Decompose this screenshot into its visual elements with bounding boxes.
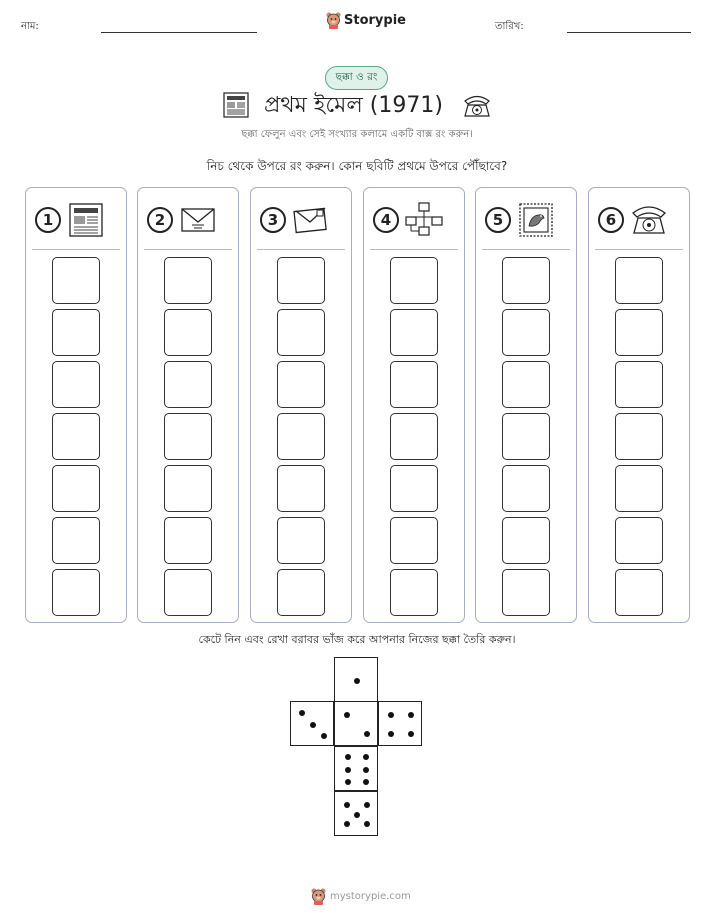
color-box[interactable]: [52, 361, 100, 408]
name-line[interactable]: [101, 32, 257, 33]
color-box[interactable]: [277, 517, 325, 564]
color-box[interactable]: [277, 413, 325, 460]
color-box[interactable]: [502, 465, 550, 512]
color-box[interactable]: [52, 569, 100, 616]
mail-letter-icon: [292, 201, 330, 239]
instruction-text: নিচ থেকে উপরে রং করুন। কোন ছবিটি প্রথমে উপরে পৌঁছাবে?: [206, 159, 508, 173]
rotary-telephone-icon: [462, 92, 492, 118]
die-pip: [345, 767, 351, 773]
color-box[interactable]: [52, 413, 100, 460]
column-divider: [257, 249, 345, 250]
race-column-6: [588, 187, 690, 623]
brand-logo: [326, 12, 406, 29]
date-label: তারিখ:: [495, 21, 524, 32]
column-number: 5: [485, 207, 511, 233]
die-face-2: [334, 701, 378, 746]
die-pip: [364, 802, 370, 808]
color-box[interactable]: [164, 309, 212, 356]
column-header: [147, 200, 232, 240]
die-pip: [408, 731, 414, 737]
die-pip: [408, 712, 414, 718]
column-header: [373, 200, 458, 240]
color-box[interactable]: [615, 257, 663, 304]
network-computers-icon: [405, 201, 443, 239]
activity-badge: ছক্কা ও রং: [325, 66, 388, 90]
color-box[interactable]: [390, 361, 438, 408]
color-box[interactable]: [502, 257, 550, 304]
color-box[interactable]: [390, 465, 438, 512]
color-box[interactable]: [502, 517, 550, 564]
color-box[interactable]: [164, 361, 212, 408]
column-number: 3: [260, 207, 286, 233]
column-number: 2: [147, 207, 173, 233]
color-box[interactable]: [615, 569, 663, 616]
color-box[interactable]: [390, 413, 438, 460]
die-pip: [310, 722, 316, 728]
die-face-3: [290, 701, 334, 746]
color-box[interactable]: [615, 465, 663, 512]
die-pip: [363, 767, 369, 773]
color-box[interactable]: [52, 257, 100, 304]
die-pip: [299, 710, 305, 716]
cut-instruction: কেটে নিন এবং রেখা বরাবর ভাঁজ করে আপনার নিজের ছক্কা তৈরি করুন।: [198, 633, 516, 646]
rotary-telephone-icon: [630, 201, 668, 239]
die-pip: [321, 733, 327, 739]
die-pip: [354, 812, 360, 818]
subtitle: ছক্কা ফেলুন এবং সেই সংখ্যার কলামে একটি বাক্স রং করুন।: [241, 129, 473, 140]
bear-mascot-icon: [326, 12, 341, 29]
die-pip: [363, 754, 369, 760]
footer: [311, 888, 411, 905]
color-box[interactable]: [390, 257, 438, 304]
column-divider: [595, 249, 683, 250]
die-face-5: [334, 791, 378, 836]
die-pip: [388, 712, 394, 718]
race-column-2: [137, 187, 239, 623]
color-box[interactable]: [502, 569, 550, 616]
color-box[interactable]: [164, 257, 212, 304]
color-box[interactable]: [277, 257, 325, 304]
color-box[interactable]: [164, 465, 212, 512]
color-box[interactable]: [390, 569, 438, 616]
color-box[interactable]: [390, 517, 438, 564]
column-header: [35, 200, 120, 240]
color-box[interactable]: [502, 413, 550, 460]
die-pip: [345, 754, 351, 760]
die-pip: [345, 779, 351, 785]
color-box[interactable]: [164, 413, 212, 460]
die-pip: [388, 731, 394, 737]
column-divider: [144, 249, 232, 250]
color-box[interactable]: [615, 413, 663, 460]
color-box[interactable]: [502, 309, 550, 356]
die-pip: [364, 731, 370, 737]
race-column-3: [250, 187, 352, 623]
footer-url: mystorypie.com: [330, 891, 411, 902]
color-box[interactable]: [502, 361, 550, 408]
column-number: 1: [35, 207, 61, 233]
race-column-1: [25, 187, 127, 623]
die-face-4: [378, 701, 422, 746]
color-box[interactable]: [615, 309, 663, 356]
die-pip: [344, 821, 350, 827]
race-column-4: [363, 187, 465, 623]
color-box[interactable]: [52, 309, 100, 356]
color-box[interactable]: [277, 569, 325, 616]
color-box[interactable]: [277, 361, 325, 408]
color-box[interactable]: [164, 517, 212, 564]
die-pip: [363, 779, 369, 785]
column-divider: [370, 249, 458, 250]
envelope-icon: [179, 201, 217, 239]
newspaper-icon: [67, 201, 105, 239]
die-pip: [344, 802, 350, 808]
name-label: নাম:: [21, 21, 39, 32]
die-face-6: [334, 746, 378, 791]
color-box[interactable]: [277, 465, 325, 512]
color-box[interactable]: [277, 309, 325, 356]
color-box[interactable]: [615, 361, 663, 408]
color-box[interactable]: [52, 465, 100, 512]
date-line[interactable]: [567, 32, 691, 33]
color-box[interactable]: [615, 517, 663, 564]
column-header: [485, 200, 570, 240]
color-box[interactable]: [164, 569, 212, 616]
race-column-5: [475, 187, 577, 623]
color-box[interactable]: [390, 309, 438, 356]
bear-mascot-icon: [311, 888, 326, 905]
die-face-1: [334, 657, 378, 702]
postage-stamp-icon: [517, 201, 555, 239]
column-header: [598, 200, 683, 240]
column-divider: [32, 249, 120, 250]
page-title: প্রথম ইমেল (1971): [264, 93, 443, 118]
newspaper-icon: [222, 91, 250, 119]
die-pip: [344, 712, 350, 718]
brand-name: Storypie: [344, 13, 406, 28]
column-number: 4: [373, 207, 399, 233]
column-divider: [482, 249, 570, 250]
die-pip: [364, 821, 370, 827]
die-pip: [354, 678, 360, 684]
column-header: [260, 200, 345, 240]
color-box[interactable]: [52, 517, 100, 564]
column-number: 6: [598, 207, 624, 233]
title-row: [0, 88, 714, 122]
